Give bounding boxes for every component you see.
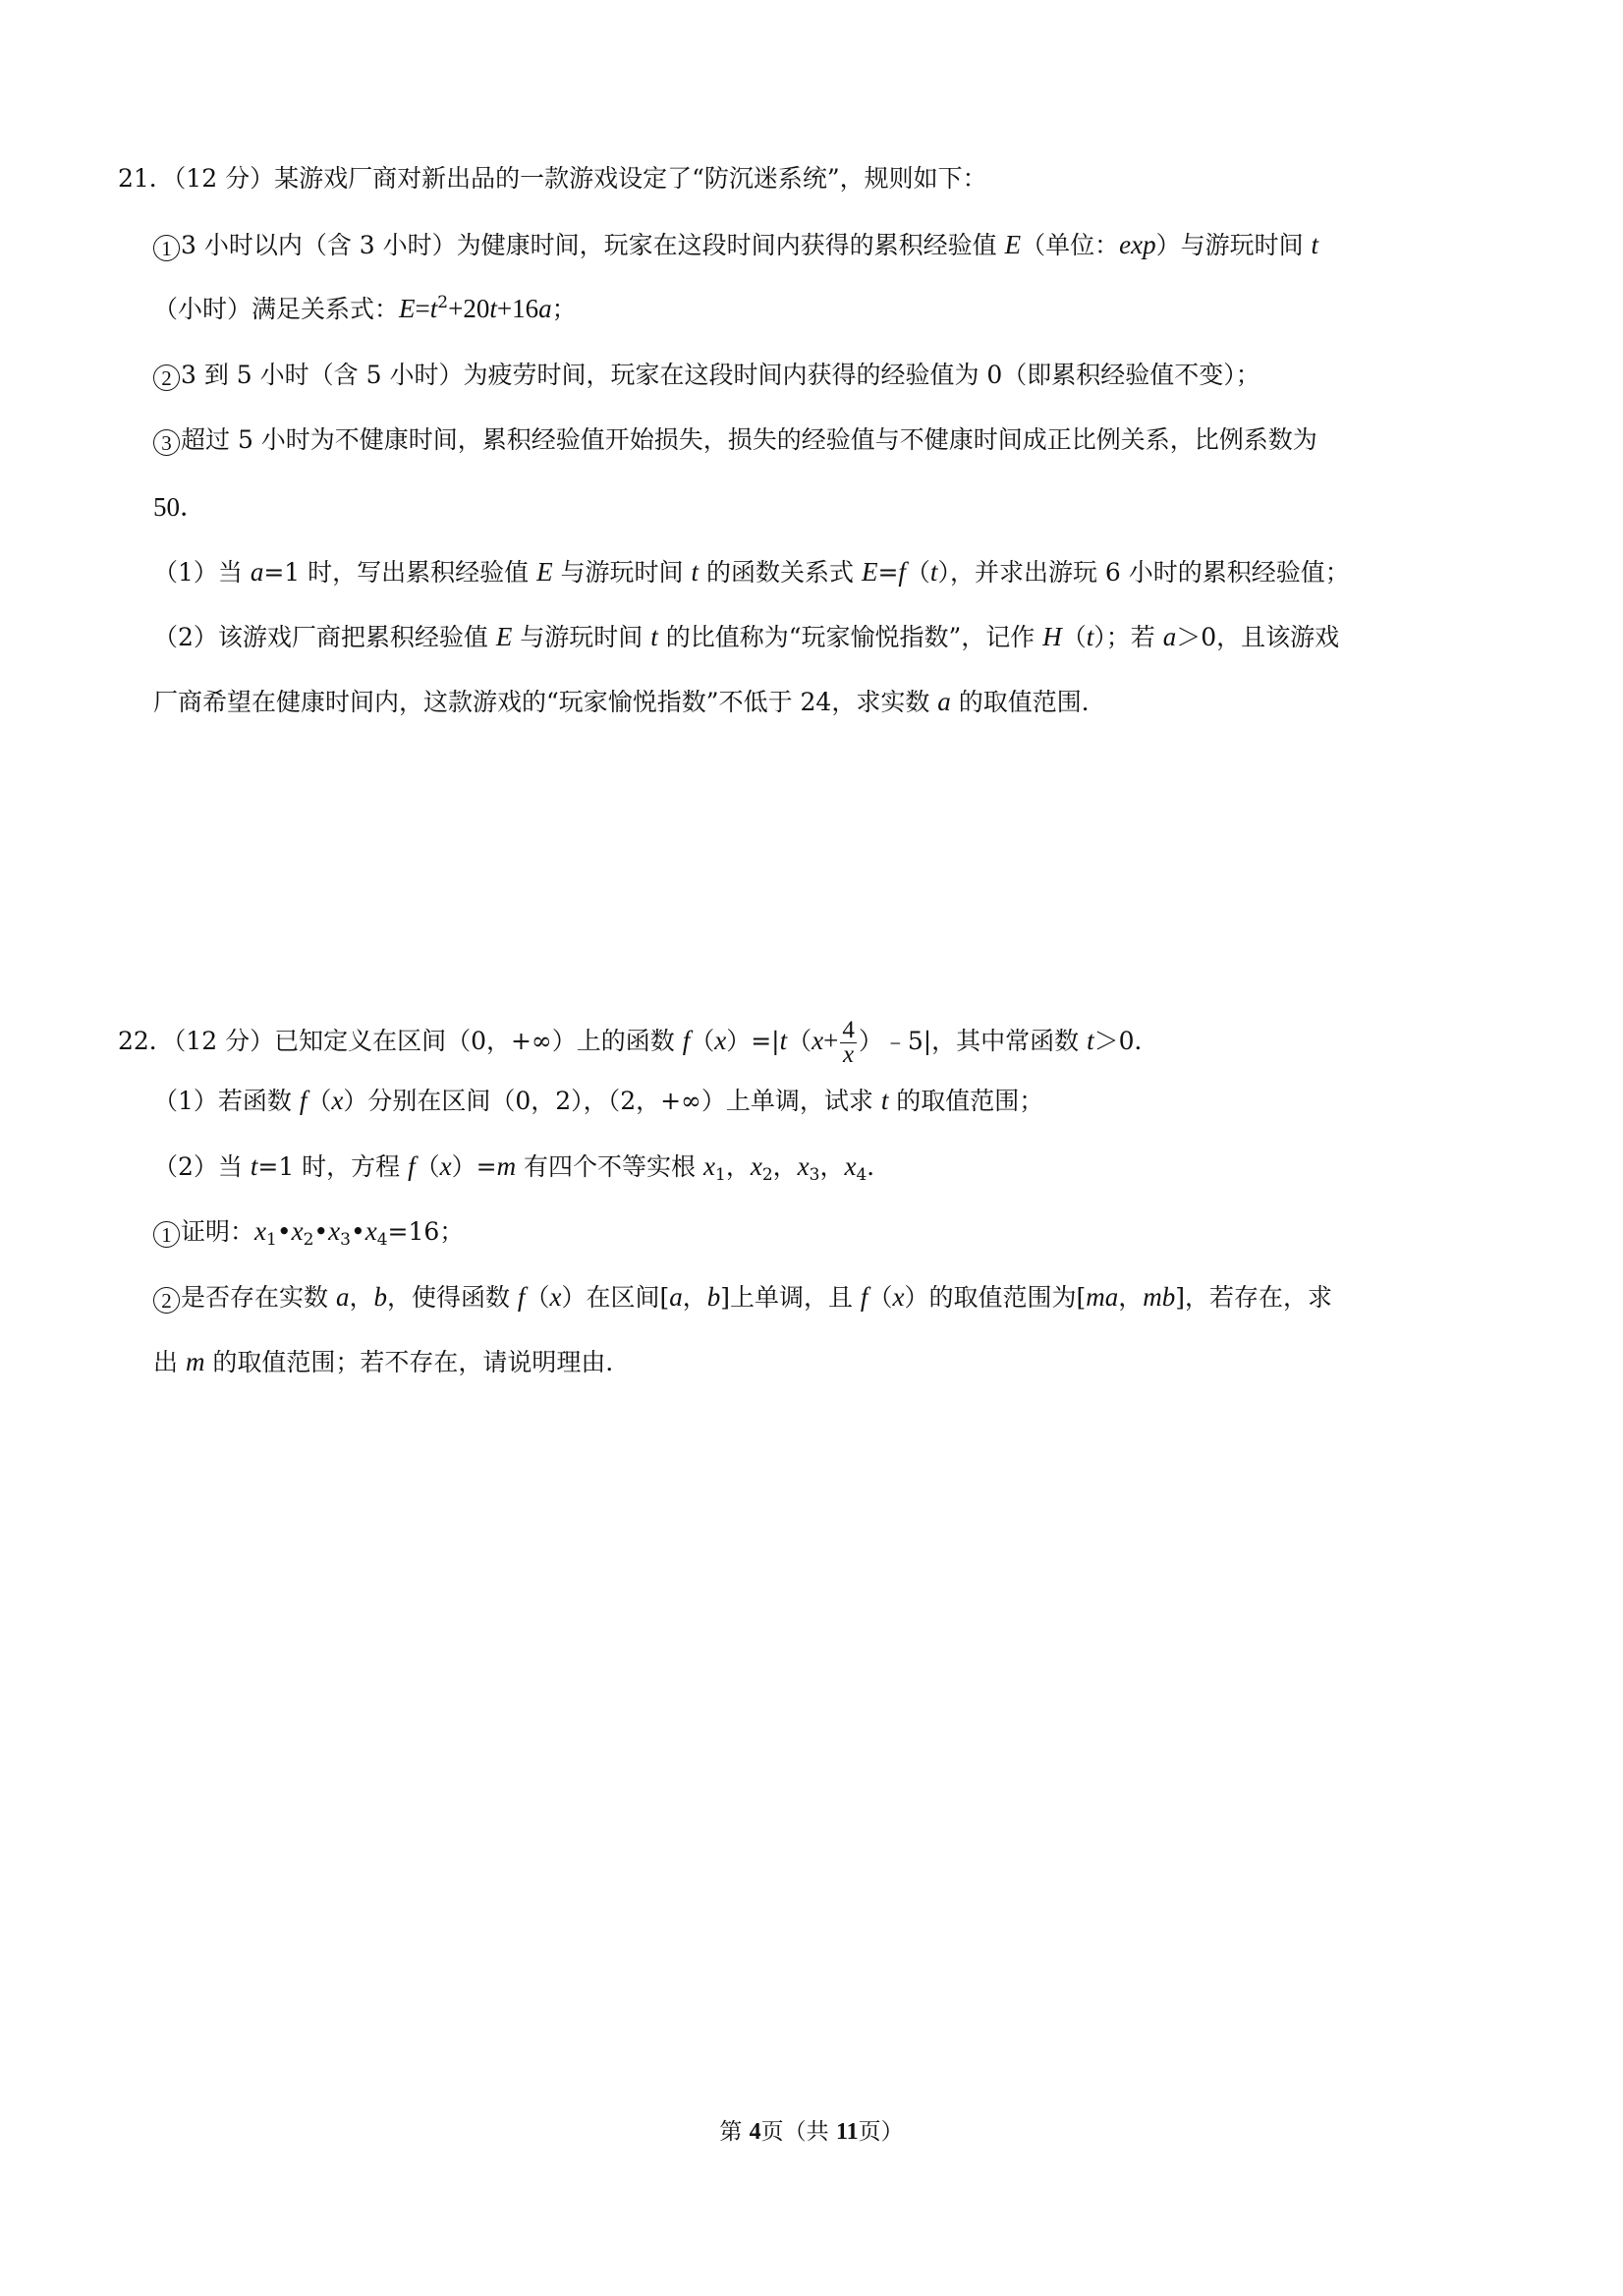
q21-part-2: （2）该游戏厂商把累积经验值 E 与游玩时间 t 的比值称为“玩家愉悦指数”，记作 H（t）；若 a＞0，且该游戏 bbox=[153, 622, 1340, 651]
q22-existence-cont: 出 m 的取值范围；若不存在，请说明理由． bbox=[153, 1347, 631, 1376]
q21-rule-3: 3 超过 5 小时为不健康时间，累积经验值开始损失，损失的经验值与不健康时间成正比例关系，比例系数为 bbox=[153, 424, 1317, 456]
page-footer: 第 4页（共 11页） bbox=[719, 2119, 904, 2145]
q21-rule-2: 2 3 到 5 小时（含 5 小时）为疲劳时间，玩家在这段时间内获得的经验值为 0（即累积经验值不变）； bbox=[153, 360, 1260, 391]
q22-heading: 22．（12 分）已知定义在区间（0，+∞）上的函数 f（x）=|t（x+ $\frac{4}{x}$ ）﹣5|，其中常函数 t＞0． bbox=[118, 1017, 1159, 1068]
circled-number-2: 2 bbox=[153, 1287, 180, 1314]
q22-existence-item: 2 是否存在实数 a，b，使得函数 f（x）在区间[a，b]上单调，且 f（x）的取值范围为[ma，mb]，若存在，求 bbox=[153, 1281, 1332, 1314]
total-pages: 11 bbox=[835, 2119, 859, 2145]
q22-part-2: （2）当 t=1 时，方程 f（x）=m 有四个不等实根 $x_1$，$x_2$，$x_3$，$x_4$． bbox=[153, 1151, 892, 1185]
q21-rule-1: 1 3 小时以内（含 3 小时）为健康时间，玩家在这段时间内获得的累积经验值 E（单位：exp）与游玩时间 t bbox=[153, 229, 1318, 261]
q22-part-1: （1）若函数 f（x）分别在区间（0，2），（2，+∞）上单调，试求 t 的取值范围； bbox=[153, 1086, 1044, 1115]
q21-heading: 21．（12 分）某游戏厂商对新出品的一款游戏设定了“防沉迷系统”，规则如下： bbox=[118, 164, 987, 193]
fraction-4-over-x: $\frac{4}{x}$ bbox=[842, 1017, 855, 1068]
page-number: 4 bbox=[749, 2119, 761, 2145]
circled-number-3: 3 bbox=[153, 429, 180, 456]
circled-number-2: 2 bbox=[153, 364, 180, 391]
q21-rule-3-cont: 50． bbox=[153, 492, 206, 522]
q21-formula-line: （小时）满足关系式：$E=t^2+20t+16a$； bbox=[153, 293, 577, 323]
q22-proof-item: 1 证明：$x_1•x_2•x_3•x_4=16$； bbox=[153, 1215, 464, 1248]
q21-part-1: （1）当 a=1 时，写出累积经验值 E 与游玩时间 t 的函数关系式 E=f（t），并求出游玩 6 小时的累积经验值； bbox=[153, 557, 1350, 587]
circled-number-1: 1 bbox=[153, 1221, 180, 1248]
circled-number-1: 1 bbox=[153, 235, 180, 261]
q21-part-2-cont: 厂商希望在健康时间内，这款游戏的“玩家愉悦指数”不低于 24，求实数 a 的取值范围． bbox=[153, 687, 1106, 716]
